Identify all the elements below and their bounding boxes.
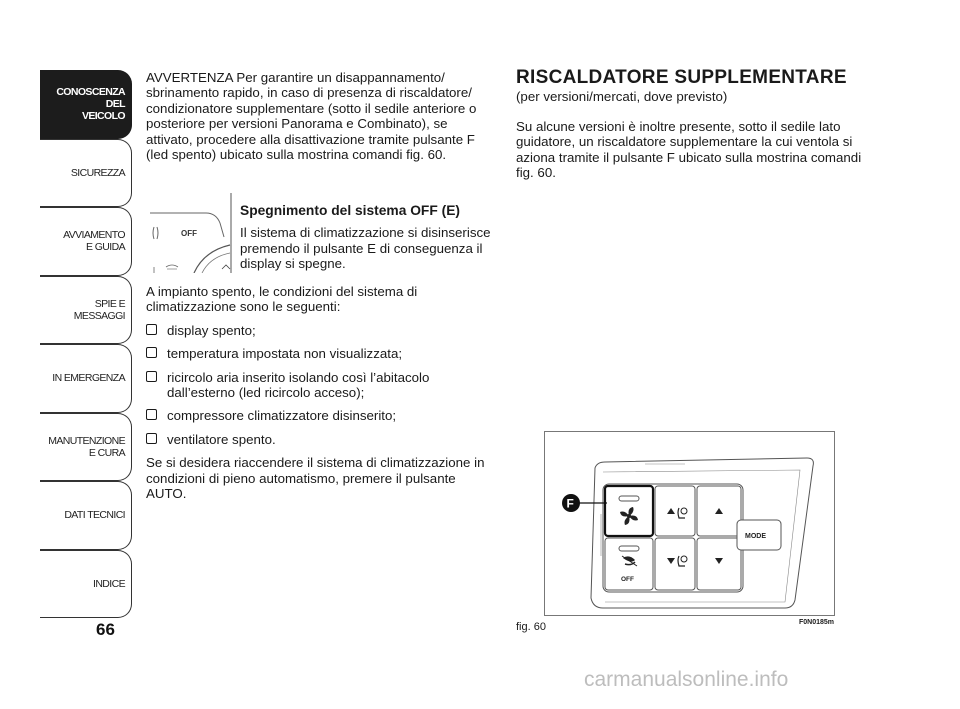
- section-subtitle: (per versioni/mercati, dove previsto): [516, 89, 728, 105]
- section-body: Su alcune versioni è inoltre presente, sotto il sedile lato guidatore, un riscaldatore supplementare la cui ventola si aziona tramite il pulsante F ubicato sulla mostrina comandi fig. 60.: [516, 118, 862, 181]
- mini-off-label: OFF: [181, 229, 197, 238]
- conditions-list: [146, 323, 496, 447]
- closing-paragraph: Se si desidera riaccendere il sistema di climatizzazione in condizioni di pieno automatismo, premere il pulsante AUTO.: [146, 455, 485, 502]
- section-title: RISCALDATORE SUPPLEMENTARE: [516, 67, 847, 88]
- tab-spie-e-messaggi[interactable]: SPIE E MESSAGGI: [40, 276, 132, 345]
- right-column: [516, 67, 866, 181]
- off-subsection: [240, 203, 496, 272]
- off-button-figure: [146, 193, 232, 273]
- list-item-text: ricircolo aria inserito isolando così l’abitacolo dall’esterno (led ricircolo acceso);: [167, 369, 430, 401]
- list-item: [146, 346, 496, 361]
- list-item: [146, 408, 496, 423]
- checkbox-bullet-icon: [146, 347, 157, 358]
- checkbox-bullet-icon: [146, 371, 157, 382]
- subsection-title: Spegnimento del sistema OFF (E): [240, 203, 461, 218]
- tab-manutenzione-e-cura[interactable]: MANUTENZIONE E CURA: [40, 413, 132, 482]
- figure-code: F0N0185m: [799, 619, 835, 626]
- list-item-text: temperatura impostata non visualizzata;: [167, 346, 403, 362]
- checkbox-bullet-icon: [146, 433, 157, 444]
- tab-avviamento-e-guida[interactable]: AVVIAMENTO E GUIDA: [40, 207, 132, 276]
- left-column: [146, 70, 496, 162]
- conditions-intro: A impianto spento, le condizioni del sistema di climatizzazione sono le seguenti:: [146, 284, 418, 315]
- list-item: [146, 323, 496, 338]
- list-item-text: compressore climatizzatore disinserito;: [167, 408, 397, 424]
- list-item-text: display spento;: [167, 322, 256, 338]
- watermark: carmanualsonline.info: [584, 668, 789, 691]
- tab-in-emergenza[interactable]: IN EMERGENZA: [40, 344, 132, 413]
- list-item: [146, 370, 496, 401]
- tab-indice[interactable]: INDICE: [40, 550, 132, 619]
- page-number: 66: [96, 620, 115, 639]
- subsection-text: Il sistema di climatizzazione si disinserisce premendo il pulsante E di conseguenza il display si spegne.: [240, 225, 491, 272]
- fan-off-label: OFF: [621, 576, 634, 583]
- list-item-text: ventilatore spento.: [167, 431, 276, 447]
- mode-label: MODE: [745, 533, 766, 540]
- tab-conoscenza-del-veicolo[interactable]: CONOSCENZA DEL VEICOLO: [40, 70, 132, 139]
- tab-sicurezza[interactable]: SICUREZZA: [40, 139, 132, 208]
- list-item: [146, 432, 496, 447]
- figure-caption: fig. 60: [516, 621, 546, 633]
- chapter-tabs: [40, 70, 132, 618]
- tab-dati-tecnici[interactable]: DATI TECNICI: [40, 481, 132, 550]
- figure-60-control-panel: [544, 431, 835, 616]
- system-off-conditions: [146, 284, 496, 509]
- callout-f-label: F: [566, 496, 574, 511]
- warning-paragraph: AVVERTENZA Per garantire un disappannamento/ sbrinamento rapido, in caso di presenza di riscaldatore/ condizionatore supplementare (sotto il sedile anteriore o posteriore per versioni Panorama e Combinato), se attivato, procedere alla disattivazione tramite pulsante F (led spento) ubicato sulla mostrina comandi fig. 60.: [146, 70, 477, 163]
- checkbox-bullet-icon: [146, 409, 157, 420]
- checkbox-bullet-icon: [146, 324, 157, 335]
